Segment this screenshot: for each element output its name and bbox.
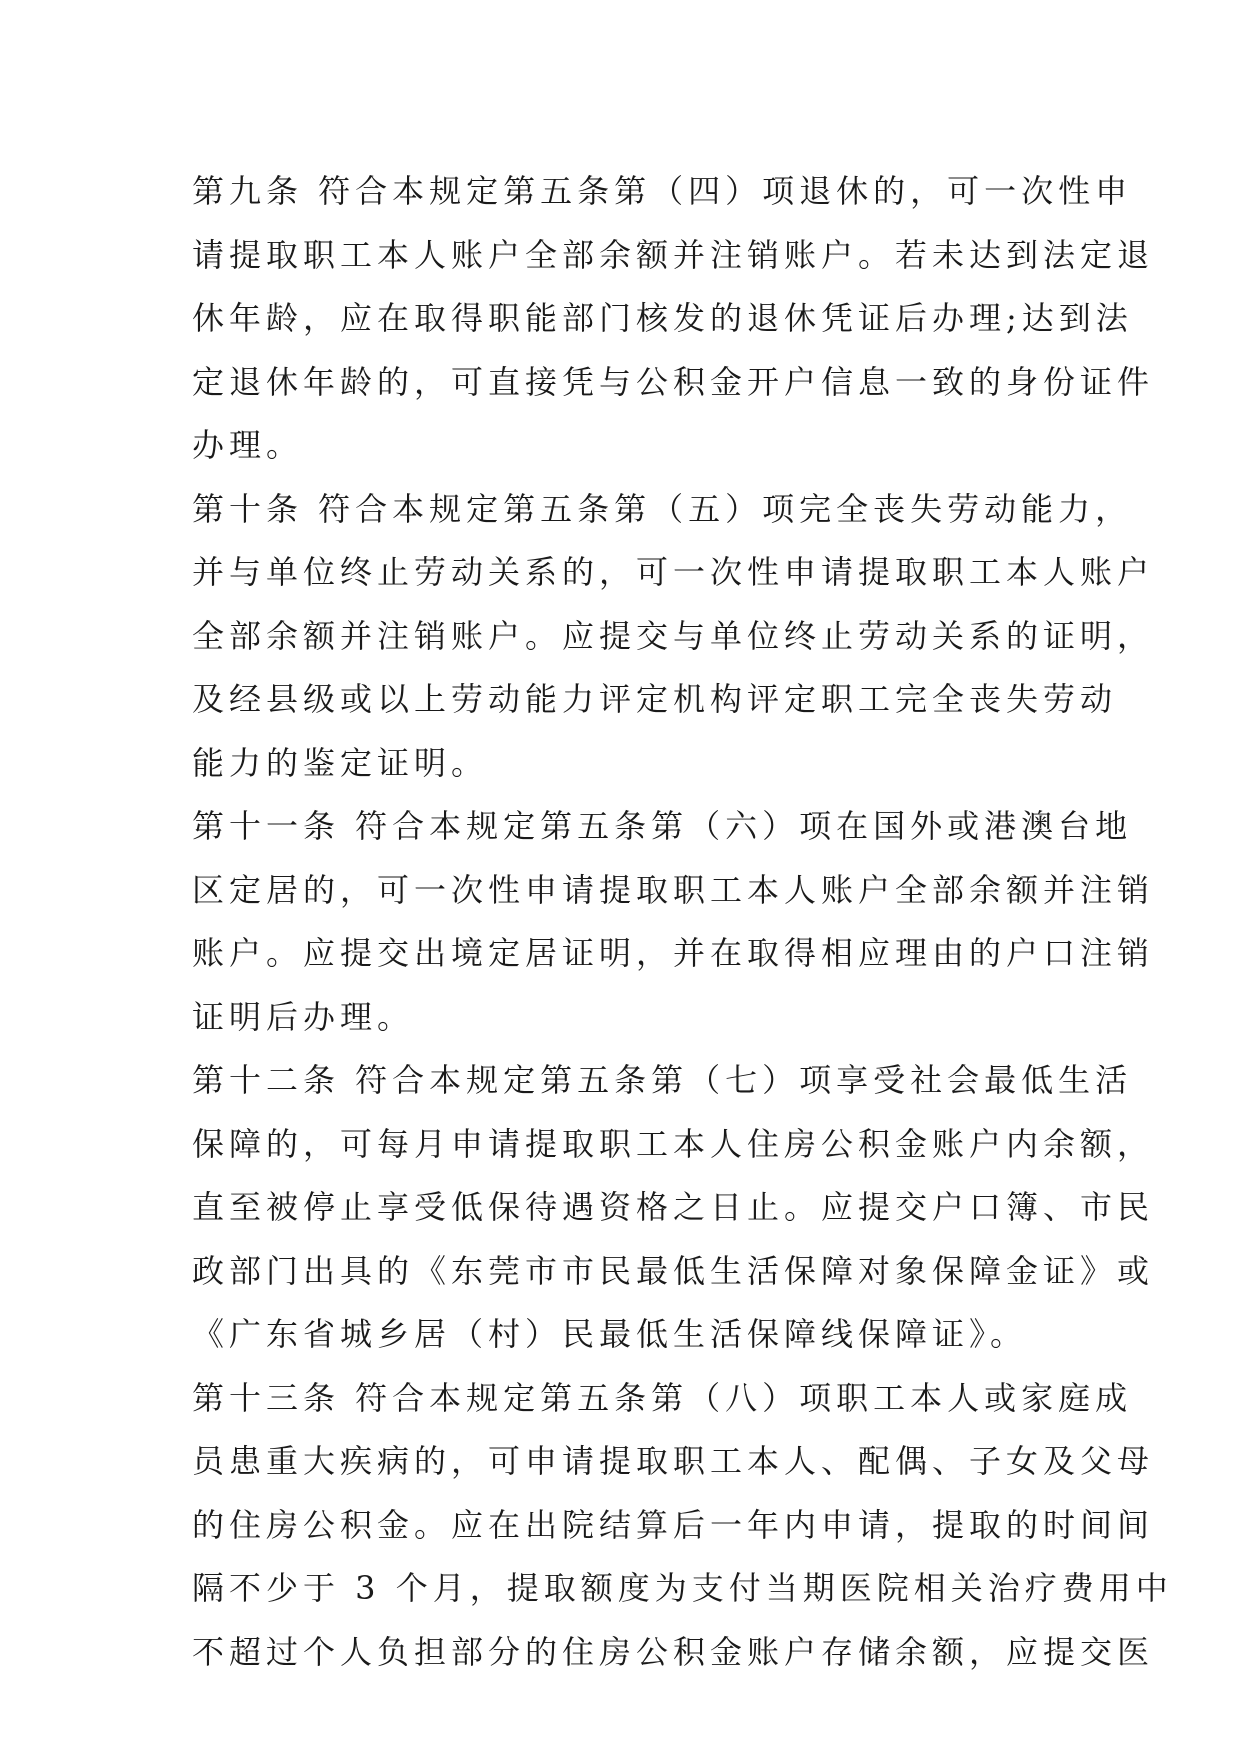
- text-line: 第十三条 符合本规定第五条第（八）项职工本人或家庭成: [192, 1378, 1133, 1417]
- text-line: 请提取职工本人账户全部余额并注销账户。若未达到法定退: [192, 235, 1155, 274]
- text-line: 账户。应提交出境定居证明，并在取得相应理由的户口注销: [192, 934, 1155, 972]
- text-line: 及经县级或以上劳动能力评定机构评定职工完全丧失劳动: [192, 680, 1118, 718]
- text-line: 的住房公积金。应在出院结算后一年内申请，提取的时间间: [192, 1505, 1155, 1544]
- text-line: 保障的，可每月申请提取职工本人住房公积金账户内余额，: [192, 1124, 1155, 1163]
- text-line: 不超过个人负担部分的住房公积金账户存储余额，应提交医: [192, 1632, 1155, 1671]
- text-line: 第十条 符合本规定第五条第（五）项完全丧失劳动能力，: [192, 489, 1133, 528]
- text-line: 证明后办理。: [192, 997, 415, 1036]
- text-line: 隔不少于 3 个月，提取额度为支付当期医院相关治疗费用中: [192, 1569, 1173, 1607]
- text-line: 休年龄，应在取得职能部门核发的退休凭证后办理;达到法: [192, 299, 1133, 337]
- text-line: 办理。: [192, 426, 304, 464]
- text-line: 第十一条 符合本规定第五条第（六）项在国外或港澳台地: [192, 807, 1133, 845]
- text-line: 全部余额并注销账户。应提交与单位终止劳动关系的证明，: [192, 616, 1155, 655]
- text-line: 政部门出具的《东莞市市民最低生活保障对象保障金证》或: [192, 1251, 1155, 1290]
- text-line: 第九条 符合本规定第五条第（四）项退休的，可一次性申: [192, 172, 1133, 210]
- text-line: 定退休年龄的，可直接凭与公积金开户信息一致的身份证件: [192, 362, 1155, 401]
- text-line: 《广东省城乡居（村）民最低生活保障线保障证》。: [192, 1315, 1028, 1353]
- document-body: [192, 160, 1173, 1684]
- text-line: 并与单位终止劳动关系的，可一次性申请提取职工本人账户: [192, 553, 1155, 591]
- text-line: 直至被停止享受低保待遇资格之日止。应提交户口簿、市民: [192, 1188, 1155, 1226]
- text-line: 员患重大疾病的，可申请提取职工本人、配偶、子女及父母: [192, 1442, 1155, 1480]
- text-line: 区定居的，可一次性申请提取职工本人账户全部余额并注销: [192, 870, 1155, 909]
- text-line: 能力的鉴定证明。: [192, 743, 489, 782]
- text-line: 第十二条 符合本规定第五条第（七）项享受社会最低生活: [192, 1061, 1133, 1099]
